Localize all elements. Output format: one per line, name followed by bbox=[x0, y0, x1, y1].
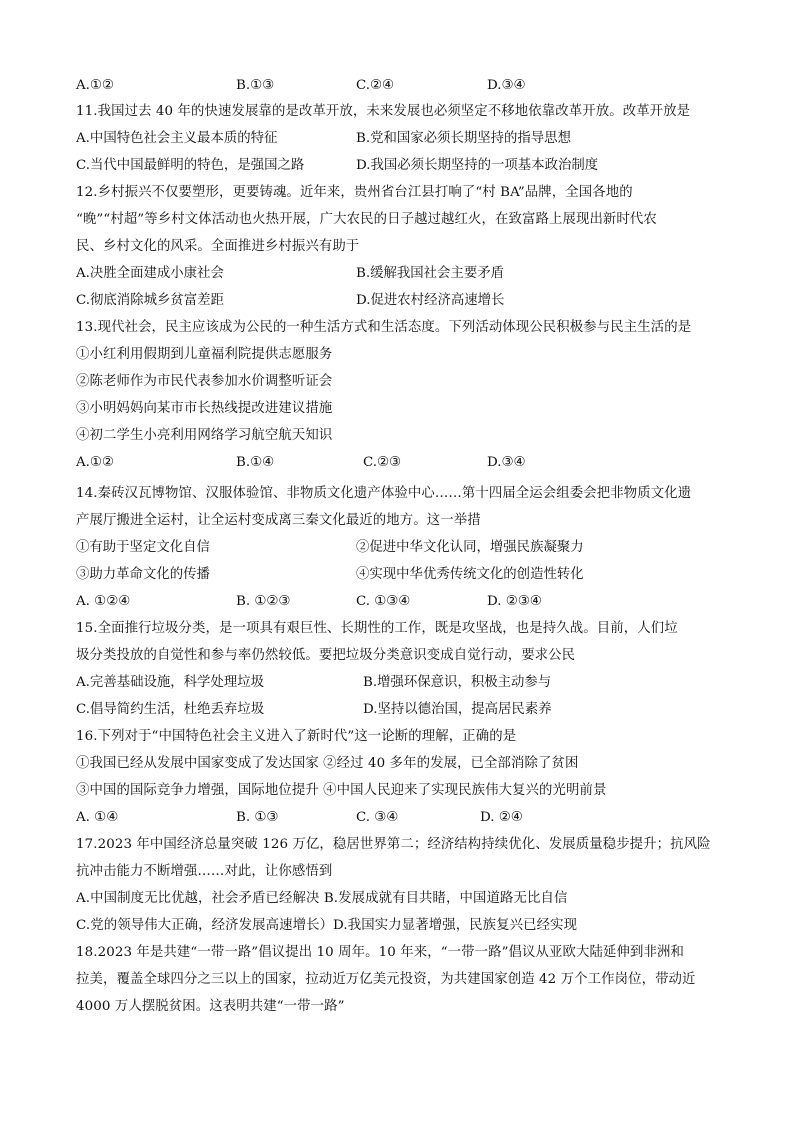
q11-option-b: B.党和国家必须长期坚持的指导思想 bbox=[356, 131, 571, 146]
question-18-stem-3: 4000 万人摆脱贫困。这表明共建“一带一路” bbox=[76, 999, 345, 1014]
q13-option-b: B.①④ bbox=[236, 455, 275, 470]
question-17-stem-2: 抗冲击能力不断增强……对此，让你感悟到 bbox=[76, 864, 333, 879]
question-18-stem-2: 拉美，覆盖全球四分之三以上的国家，拉动近万亿美元投资，为共建国家创造 42 万个工作岗位，带动近 bbox=[76, 972, 696, 987]
q14-option-d: D. ②③④ bbox=[487, 594, 542, 609]
q16-option-b: B. ①③ bbox=[236, 810, 279, 825]
q13-item-1: ①小红利用假期到儿童福利院提供志愿服务 bbox=[76, 347, 333, 362]
q15-option-a: A.完善基础设施，科学处理垃圾 bbox=[76, 675, 265, 690]
q13-option-d: D.③④ bbox=[487, 455, 526, 470]
option-b: B.①③ bbox=[236, 78, 275, 93]
q14-option-a: A. ①②④ bbox=[76, 594, 131, 609]
q14-option-b: B. ①②③ bbox=[236, 594, 291, 609]
question-15-stem-2: 圾分类投放的自觉性和参与率仍然较低。要把垃圾分类意识变成自觉行动，要求公民 bbox=[76, 648, 576, 663]
question-17-stem-1: 17.2023 年中国经济总量突破 126 万亿，稳居世界第二；经济结构持续优化、发展质量稳步提升；抗风险 bbox=[76, 837, 711, 852]
option-a: A.①② bbox=[76, 78, 114, 93]
q11-option-a: A.中国特色社会主义最本质的特征 bbox=[76, 131, 278, 146]
q12-option-a: A.决胜全面建成小康社会 bbox=[76, 266, 224, 281]
q13-item-3: ③小明妈妈向某市市长热线提改进建议措施 bbox=[76, 401, 333, 416]
q17-options-row-2: C.党的领导伟大正确，经济发展高速增长）D.我国实力显著增强，民族复兴已经实现 bbox=[76, 918, 578, 933]
question-11-stem: 11.我国过去 40 年的快速发展靠的是改革开放，未来发展也必须坚定不移地依靠改革开放。改革开放是 bbox=[76, 104, 691, 119]
question-18-stem-1: 18.2023 年是共建“一带一路”倡议提出 10 周年。10 年来，“一带一路”倡议从亚欧大陆延伸到非洲和 bbox=[76, 945, 684, 960]
q13-item-2: ②陈老师作为市民代表参加水价调整听证会 bbox=[76, 374, 333, 389]
q15-option-b: B.增强环保意识，积极主动参与 bbox=[363, 675, 552, 690]
q16-items-row-2: ③中国的国际竞争力增强，国际地位提升 ④中国人民迎来了实现民族伟大复兴的光明前景 bbox=[76, 783, 607, 798]
question-12-stem-3: 民、乡村文化的风采。全面推进乡村振兴有助于 bbox=[76, 239, 360, 254]
question-13-stem: 13.现代社会，民主应该成为公民的一种生活方式和生活态度。下列活动体现公民积极参与民主生活的是 bbox=[76, 320, 692, 335]
q16-option-c: C. ③④ bbox=[356, 810, 399, 825]
option-d: D.③④ bbox=[487, 78, 526, 93]
q14-item-1: ①有助于坚定文化自信 bbox=[76, 540, 210, 555]
question-14-stem-2: 产展厅搬进全运村，让全运村变成离三秦文化最近的地方。这一举措 bbox=[76, 513, 481, 528]
q12-option-d: D.促进农村经济高速增长 bbox=[356, 293, 505, 308]
option-c: C.②④ bbox=[356, 78, 395, 93]
q15-option-d: D.坚持以德治国，提高居民素养 bbox=[363, 702, 552, 717]
q11-option-d: D.我国必须长期坚持的一项基本政治制度 bbox=[356, 158, 599, 173]
question-15-stem-1: 15.全面推行垃圾分类，是一项具有艰巨性、长期性的工作，既是攻坚战，也是持久战。目前，人们垃 bbox=[76, 621, 678, 636]
q13-item-4: ④初二学生小亮利用网络学习航空航天知识 bbox=[76, 428, 333, 443]
q16-option-a: A. ①④ bbox=[76, 810, 119, 825]
q14-item-3: ③助力革命文化的传播 bbox=[76, 567, 210, 582]
q15-option-c: C.倡导简约生活，杜绝丢弃垃圾 bbox=[76, 702, 265, 717]
question-16-stem: 16.下列对于“中国特色社会主义进入了新时代”这一论断的理解，正确的是 bbox=[76, 729, 517, 744]
question-14-stem-1: 14.秦砖汉瓦博物馆、汉服体验馆、非物质文化遗产体验中心……第十四届全运会组委会把非物质文化遗 bbox=[76, 486, 692, 501]
q14-item-4: ④实现中华优秀传统文化的创造性转化 bbox=[356, 567, 584, 582]
q12-option-c: C.彻底消除城乡贫富差距 bbox=[76, 293, 224, 308]
q11-option-c: C.当代中国最鲜明的特色，是强国之路 bbox=[76, 158, 305, 173]
q16-items-row-1: ①我国已经从发展中国家变成了发达国家 ②经过 40 多年的发展，已全部消除了贫困 bbox=[76, 756, 579, 771]
q14-item-2: ②促进中华文化认同，增强民族凝聚力 bbox=[356, 540, 584, 555]
q16-option-d: D. ②④ bbox=[480, 810, 523, 825]
q14-option-c: C. ①③④ bbox=[356, 594, 411, 609]
question-12-stem-2: “晚”“村超”等乡村文体活动也火热开展，广大农民的日子越过越红火，在致富路上展现出新时代农 bbox=[76, 212, 657, 227]
q12-option-b: B.缓解我国社会主要矛盾 bbox=[356, 266, 505, 281]
question-12-stem-1: 12.乡村振兴不仅要塑形，更要铸魂。近年来，贵州省台江县打响了“村 BA”品牌，全国各地的 bbox=[76, 185, 633, 200]
q17-options-row-1: A.中国制度无比优越，社会矛盾已经解决 B.发展成就有目共睹，中国道路无比自信 bbox=[76, 891, 568, 906]
q13-option-a: A.①② bbox=[76, 455, 114, 470]
q13-option-c: C.②③ bbox=[363, 455, 402, 470]
